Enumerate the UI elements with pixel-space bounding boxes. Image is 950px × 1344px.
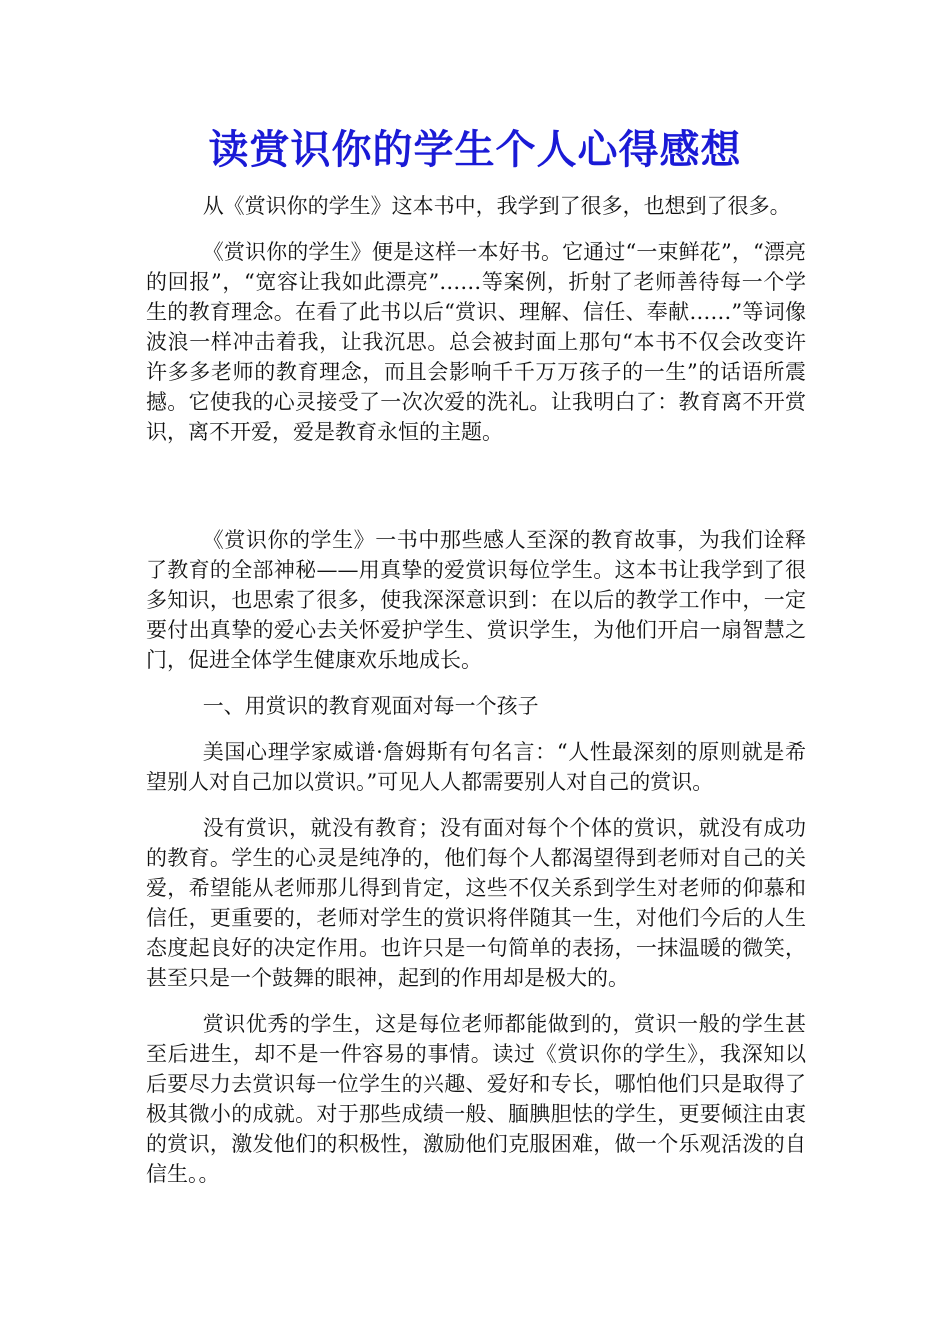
paragraph-book-summary: 《赏识你的学生》便是这样一本好书。它通过“一束鲜花”，“漂亮的回报”，“宽容让我如此漂亮”……等案例，折射了老师善待每一个学生的教育理念。在看了此书以后“赏识、理解、信任、奉献……”等词像波浪一样冲击着我，让我沉思。总会被封面上那句“本书不仅会改变许许多多老师的教育理念，而且会影响千千万万孩子的一生”的话语所震撼。它使我的心灵接受了一次次爱的洗礼。让我明白了：教育离不开赏识，离不开爱，爱是教育永恒的主题。 [146,240,806,444]
paragraph-appreciate-all-students: 赏识优秀的学生，这是每位老师都能做到的，赏识一般的学生甚至后进生，却不是一件容易的事情。读过《赏识你的学生》，我深知以后要尽力去赏识每一位学生的兴趣、爱好和专长，哪怕他们只是取得了极其微小的成就。对于那些成绩一般、腼腆胆怯的学生，更要倾注由衷的赏识，激发他们的积极性，激励他们克服困难，做一个乐观活泼的自信生。。 [146,1012,806,1186]
paragraph-intro: 从《赏识你的学生》这本书中，我学到了很多，也想到了很多。 [202,194,791,218]
paragraph-quote: 美国心理学家威谱·詹姆斯有句名言：“人性最深刻的原则就是希望别人对自己加以赏识。”可见人人都需要别人对自己的赏识。 [146,740,806,794]
document-body [146,191,806,1205]
paragraph-appreciation-education: 没有赏识，就没有教育；没有面对每个个体的赏识，就没有成功的教育。学生的心灵是纯净的，他们每个人都渴望得到老师对自己的关爱，希望能从老师那儿得到肯定，这些不仅关系到学生对老师的仰慕和信任，更重要的，老师对学生的赏识将伴随其一生，对他们今后的人生态度起良好的决定作用。也许只是一句简单的表扬，一抹温暖的微笑，甚至只是一个鼓舞的眼神，起到的作用却是极大的。 [146,816,806,990]
section-heading: 一、用赏识的教育观面对每一个孩子 [202,694,539,718]
paragraph-book-stories: 《赏识你的学生》一书中那些感人至深的教育故事，为我们诠释了教育的全部神秘——用真挚的爱赏识每位学生。这本书让我学到了很多知识，也思索了很多，使我深深意识到：在以后的教学工作中，一定要付出真挚的爱心去关怀爱护学生、赏识学生，为他们开启一扇智慧之门，促进全体学生健康欢乐地成长。 [146,528,806,672]
document-title: 读赏识你的学生个人心得感想 [208,126,742,173]
